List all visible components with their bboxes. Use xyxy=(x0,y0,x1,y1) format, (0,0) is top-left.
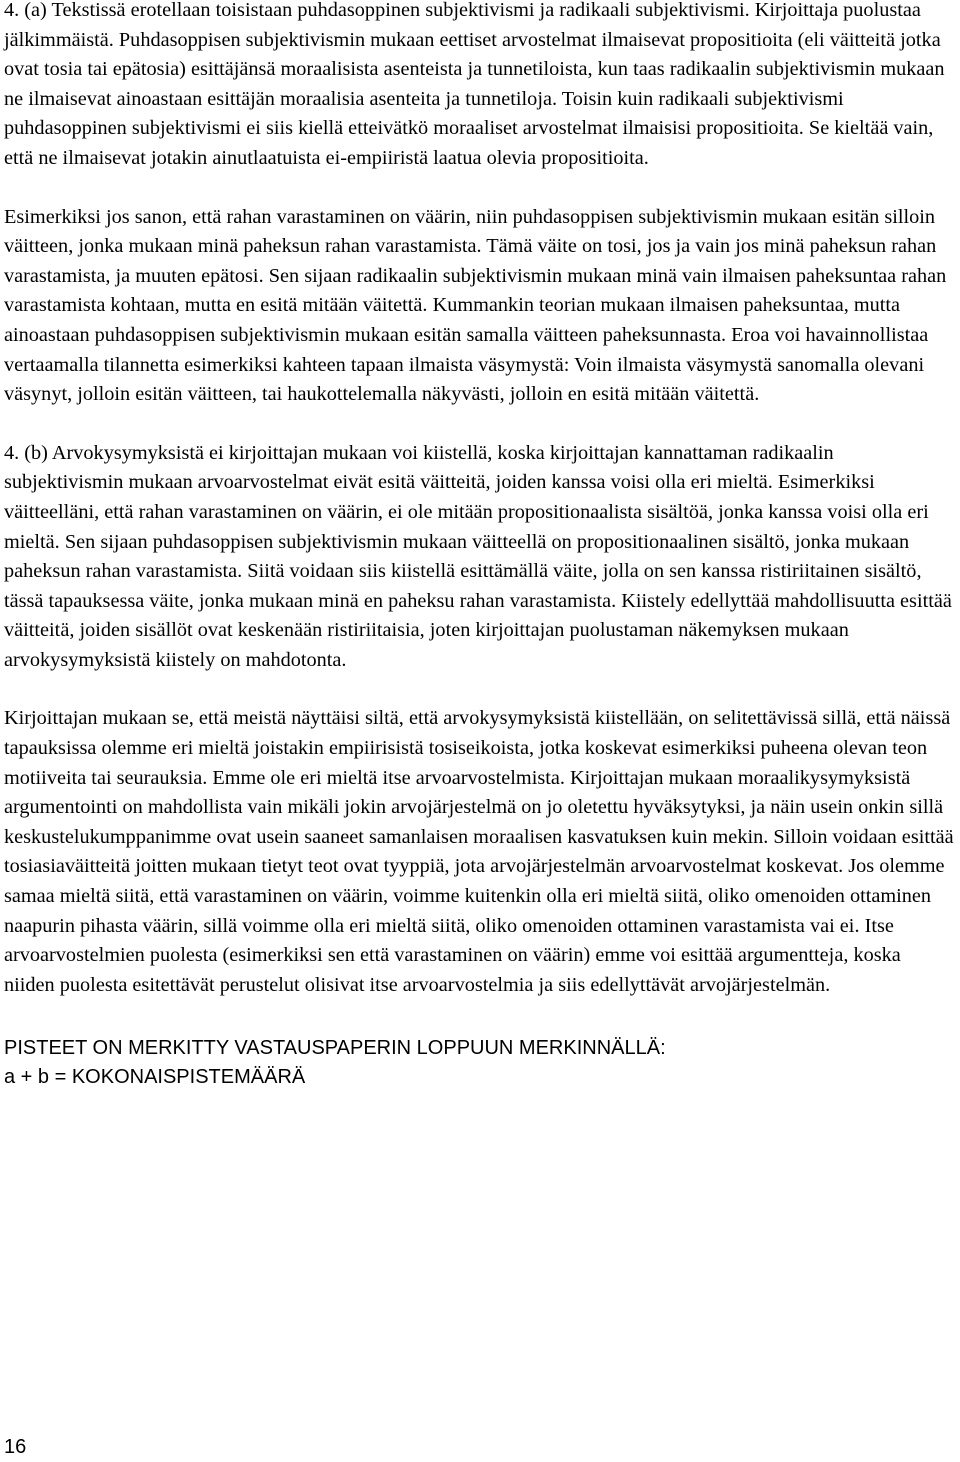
paragraph-answer-4b: 4. (b) Arvokysymyksistä ei kirjoittajan mukaan voi kiistellä, koska kirjoittajan kannattaman radikaalin subjektivismin mukaan arvoarvostelmat eivät esitä väitteitä, joiden kanssa voisi olla eri mieltä. Esimerkiksi väitteelläni, että rahan varastaminen on väärin, ei ole mitään propositionaalista sisältöä, jonka kanssa voisi olla eri mieltä. Sen sijaan puhdasoppisen subjektivismin mukaan väitteellä on propositionaalinen sisältö, jonka mukaan paheksun rahan varastamista. Siitä voidaan siis kiistellä esittämällä väite, jolla on sen kanssa ristiriitainen sisältö, tässä tapauksessa väite, jonka mukaan minä en paheksu rahan varastamista. Kiistely edellyttää mahdollisuutta esittää väitteitä, joiden sisällöt ovat keskenään ristiriitaisia, joten kirjoittajan puolustaman näkemyksen mukaan arvokysymyksistä kiistely on mahdotonta. xyxy=(4,441,952,671)
page-number: 16 xyxy=(4,1436,27,1458)
points-note-line-2: a + b = KOKONAISPISTEMÄÄRÄ xyxy=(4,1066,306,1089)
points-note-line-1: PISTEET ON MERKITTY VASTAUSPAPERIN LOPPUUN MERKINNÄLLÄ: xyxy=(4,1037,666,1060)
paragraph-answer-4a: 4. (a) Tekstissä erotellaan toisistaan puhdasoppinen subjektivismi ja radikaali subjektivismi. Kirjoittaja puolustaa jälkimmäistä. Puhdasoppisen subjektivismin mukaan eettiset arvostelmat ilmaisevat propositioita (eli väitteitä jotka ovat tosia tai epätosia) esittäjänsä moraalisista asenteista ja tunnetiloista, kun taas radikaalin subjektivismin mukaan ne ilmaisevat ainoastaan esittäjän moraalisia asenteita ja tunnetiloja. Toisin kuin radikaali subjektivismi puhdasoppinen subjektivismi ei siis kiellä etteivätkö moraaliset arvostelmat ilmaisisi propositioita. Se kieltää vain, että ne ilmaisevat jotakin ainutlaatuista ei-empiiristä laatua olevia propositioita. xyxy=(4,0,945,169)
document-page xyxy=(4,0,956,1092)
paragraph-example: Esimerkiksi jos sanon, että rahan varastaminen on väärin, niin puhdasoppisen subjektivismin mukaan esitän silloin väitteen, jonka mukaan minä paheksun rahan varastamista. Tämä väite on tosi, jos ja vain jos minä paheksun rahan varastamista, ja muuten epätosi. Sen sijaan radikaalin subjektivismin mukaan minä vain ilmaisen paheksuntaa rahan varastamista kohtaan, mutta en esitä mitään väitettä. Kummankin teorian mukaan ilmaisen paheksuntaa, mutta ainoastaan puhdasoppisen subjektivismin mukaan esitän samalla väitteen paheksunnasta. Eroa voi havainnollistaa vertaamalla tilannetta esimerkiksi kahteen tapaan ilmaista väsymystä: Voin ilmaista väsymystä sanomalla olevani väsynyt, jolloin esitän väitteen, tai haukottelemalla näkyvästi, jolloin en esitä mitään väitettä. xyxy=(4,205,947,406)
points-note xyxy=(4,1034,956,1092)
paragraph-argumentation: Kirjoittajan mukaan se, että meistä näyttäisi siltä, että arvokysymyksistä kiistellään, on selitettävissä sillä, että näissä tapauksissa olemme eri mieltä joistakin empiirisistä tosiseikoista, jotka koskevat esimerkiksi puheena olevan teon motiiveita tai seurauksia. Emme ole eri mieltä itse arvoarvostelmista. Kirjoittajan mukaan moraalikysymyksistä argumentointi on mahdollista vain mikäli jokin arvojärjestelmä on jo oletettu hyväksytyksi, ja näin usein onkin sillä keskustelukumppanimme ovat usein saaneet samanlaisen moraalisen kasvatuksen kuin mekin. Silloin voidaan esittää tosiasiaväitteitä joitten mukaan tietyt teot ovat tyyppiä, jota arvojärjestelmän arvoarvostelmat koskevat. Jos olemme samaa mieltä siitä, että varastaminen on väärin, voimme kuitenkin olla eri mieltä siitä, oliko omenoiden ottaminen naapurin pihasta väärin, sillä voimme olla eri mieltä siitä, oliko omenoiden ottaminen varastamista vai ei. Itse arvoarvostelmien puolesta (esimerkiksi sen että varastaminen on väärin) emme voi esittää argumentteja, koska niiden puolesta esitettävät perustelut olisivat itse arvoarvostelmia ja siis edellyttävät arvojärjestelmän. xyxy=(4,707,954,996)
